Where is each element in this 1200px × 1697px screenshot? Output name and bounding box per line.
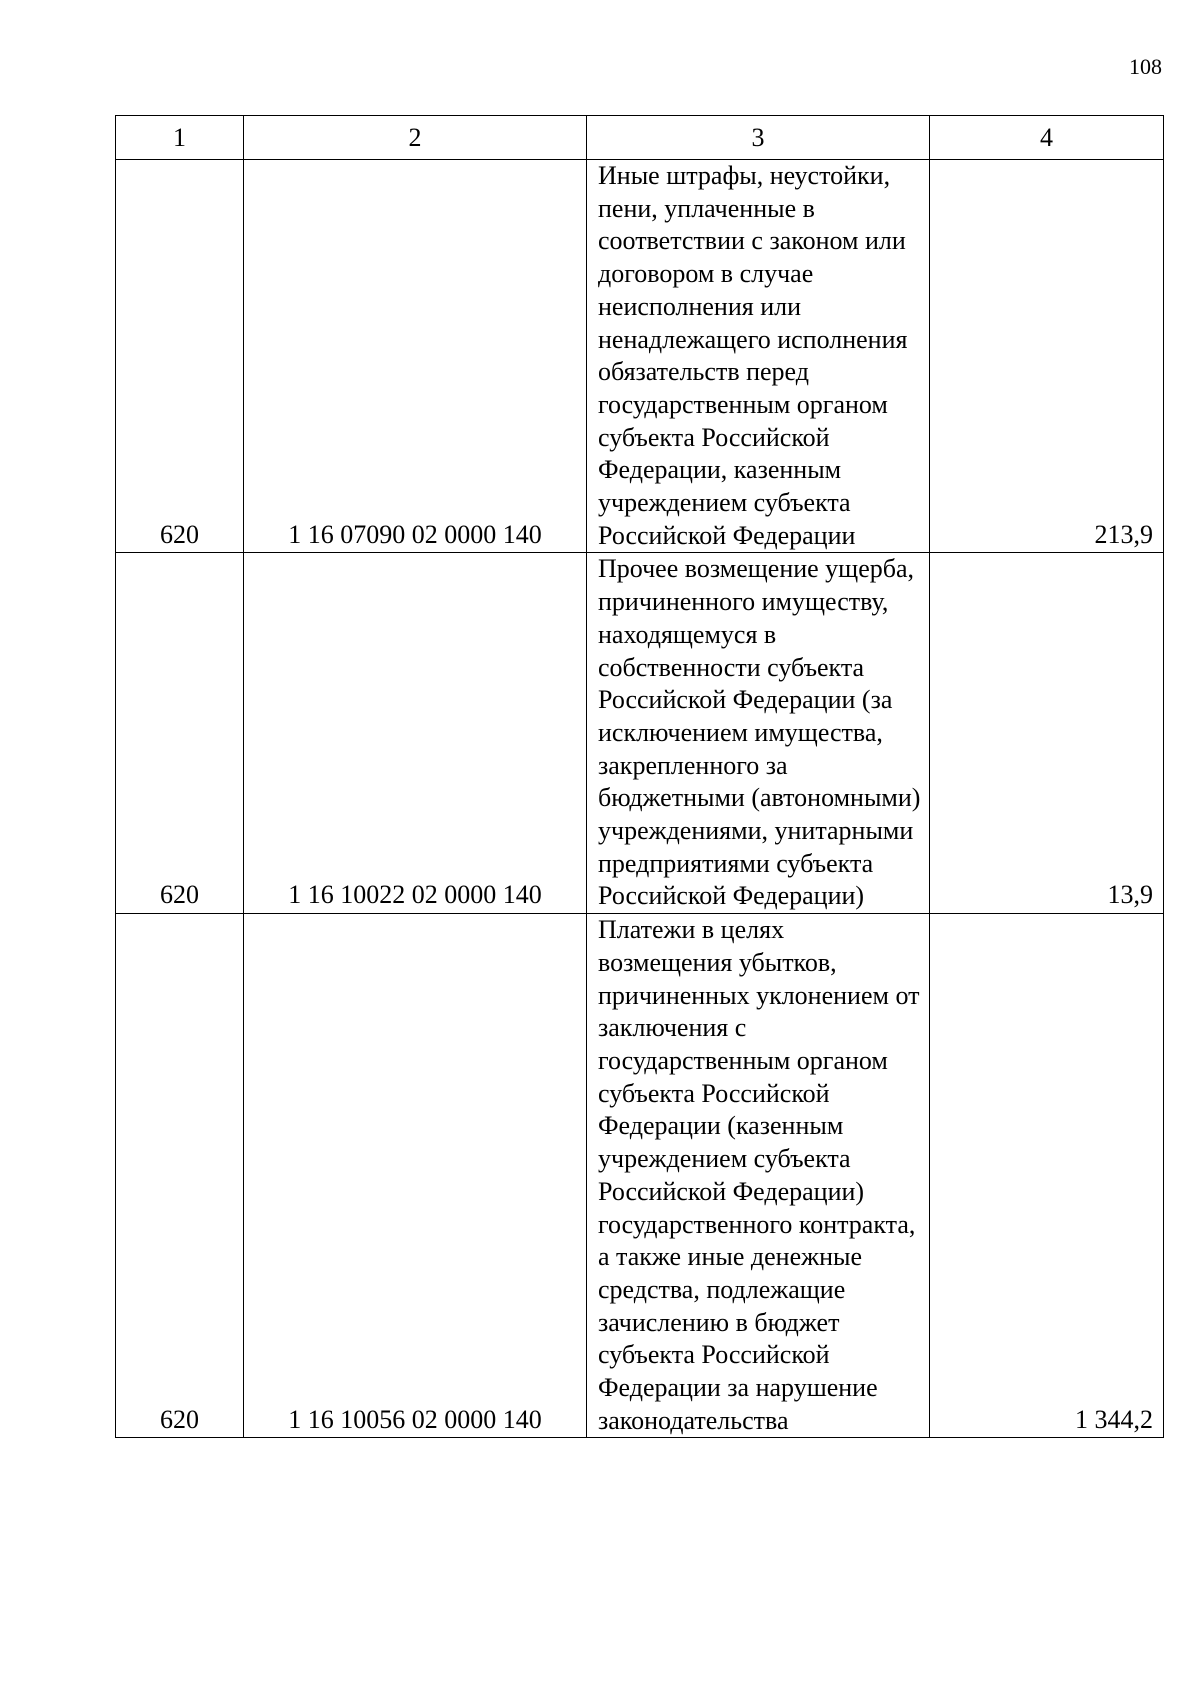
admin-code-cell: 620 — [116, 914, 244, 1438]
admin-code-cell: 620 — [116, 160, 244, 553]
table-header-row — [116, 116, 1164, 160]
admin-code-cell: 620 — [116, 553, 244, 914]
income-name-cell: Иные штрафы, неустойки, пени, уплаченные в соответствии с законом или договором в случае неисполнения или ненадлежащего исполнения обязательств перед государственным органом субъекта Российской Федерации, казенным учреждением субъекта Российской Федерации — [587, 160, 930, 553]
budget-classification-code-cell: 1 16 10022 02 0000 140 — [244, 553, 587, 914]
income-name-cell: Прочее возмещение ущерба, причиненного имуществу, находящемуся в собственности субъекта Российской Федерации (за исключением имущества, закрепленного за бюджетными (автономными) учреждениями, унитарными предприятиями субъекта Российской Федерации) — [587, 553, 930, 914]
income-name-cell: Платежи в целях возмещения убытков, причиненных уклонением от заключения с государственным органом субъекта Российской Федерации (казенным учреждением субъекта Российской Федерации) государственного контракта, а также иные денежные средства, подлежащие зачислению в бюджет субъекта Российской Федерации за нарушение законодательства — [587, 914, 930, 1438]
budget-classification-code-cell: 1 16 10056 02 0000 140 — [244, 914, 587, 1438]
column-header-2: 2 — [244, 116, 587, 160]
column-header-1: 1 — [116, 116, 244, 160]
amount-cell: 1 344,2 — [930, 914, 1164, 1438]
amount-cell: 213,9 — [930, 160, 1164, 553]
column-header-4: 4 — [930, 116, 1164, 160]
table-row — [116, 553, 1164, 914]
table-row — [116, 160, 1164, 553]
page-number: 108 — [1129, 54, 1162, 79]
budget-table — [115, 115, 1164, 1438]
column-header-3: 3 — [587, 116, 930, 160]
amount-cell: 13,9 — [930, 553, 1164, 914]
budget-classification-code-cell: 1 16 07090 02 0000 140 — [244, 160, 587, 553]
table-row — [116, 914, 1164, 1438]
